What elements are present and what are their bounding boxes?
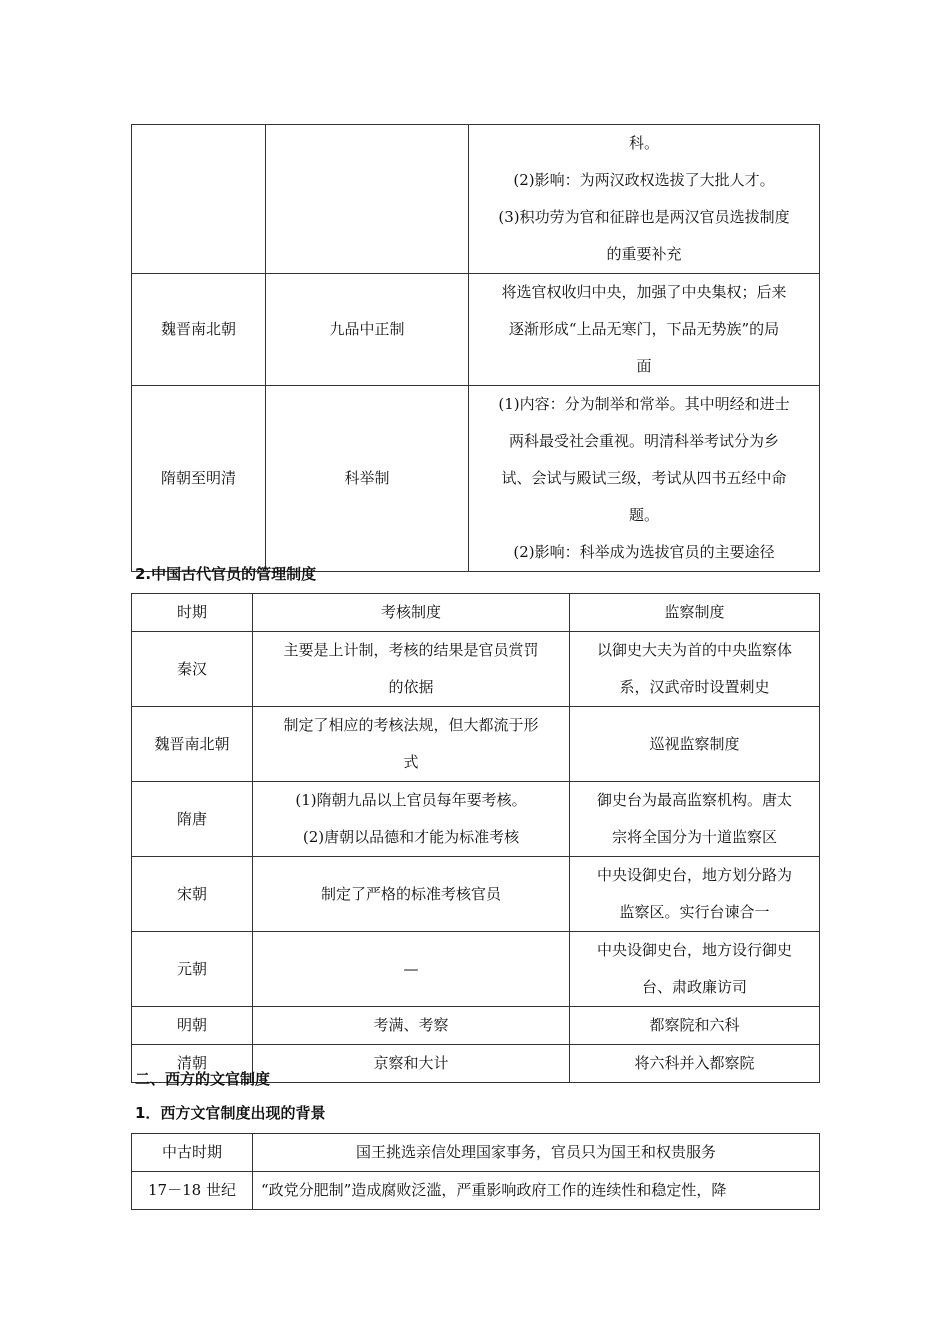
content-cell: 国王挑选亲信处理国家事务，官员只为国王和权贵服务 — [253, 1134, 820, 1172]
details-cell: 科。 (2)影响：为两汉政权选拔了大批人才。 (3)积功劳为官和征辟也是两汉官员选拔制度 的重要补充 — [469, 125, 820, 274]
period-cell: 明朝 — [132, 1007, 253, 1045]
table-row — [132, 1007, 820, 1045]
supervision-cell: 御史台为最高监察机构。唐太 宗将全国分为十道监察区 — [570, 782, 820, 857]
table-row — [132, 274, 820, 386]
table-row — [132, 1134, 820, 1172]
background-table — [131, 1133, 820, 1210]
period-cell: 隋唐 — [132, 782, 253, 857]
period-cell: 清朝 — [132, 1045, 253, 1083]
assessment-cell: — — [253, 932, 570, 1007]
table-row — [132, 782, 820, 857]
section-subheading: 1．西方文官制度出现的背景 — [135, 1104, 326, 1122]
assessment-cell: 京察和大计 — [253, 1045, 570, 1083]
assessment-cell: 考满、考察 — [253, 1007, 570, 1045]
column-header: 监察制度 — [570, 594, 820, 632]
period-cell — [132, 125, 266, 274]
table-row — [132, 932, 820, 1007]
system-cell — [266, 125, 469, 274]
table-row — [132, 707, 820, 782]
content-cell: “政党分肥制”造成腐败泛滥，严重影响政府工作的连续性和稳定性，降 — [253, 1172, 820, 1210]
selection-system-table — [131, 124, 820, 572]
table-row — [132, 632, 820, 707]
period-cell: 宋朝 — [132, 857, 253, 932]
supervision-cell: 中央设御史台，地方设行御史 台、肃政廉访司 — [570, 932, 820, 1007]
period-cell: 秦汉 — [132, 632, 253, 707]
period-cell: 魏晋南北朝 — [132, 707, 253, 782]
assessment-cell: 制定了相应的考核法规，但大都流于形 式 — [253, 707, 570, 782]
system-cell: 科举制 — [266, 386, 469, 572]
supervision-cell: 以御史大夫为首的中央监察体 系，汉武帝时设置刺史 — [570, 632, 820, 707]
period-cell: 元朝 — [132, 932, 253, 1007]
period-cell: 隋朝至明清 — [132, 386, 266, 572]
table-row — [132, 1172, 820, 1210]
supervision-cell: 将六科并入都察院 — [570, 1045, 820, 1083]
system-cell: 九品中正制 — [266, 274, 469, 386]
management-system-table — [131, 593, 820, 1083]
assessment-cell: 制定了严格的标准考核官员 — [253, 857, 570, 932]
table-row — [132, 857, 820, 932]
section-heading: 2.中国古代官员的管理制度 — [135, 565, 317, 583]
column-header: 时期 — [132, 594, 253, 632]
period-cell: 魏晋南北朝 — [132, 274, 266, 386]
period-cell: 中古时期 — [132, 1134, 253, 1172]
table-header-row — [132, 594, 820, 632]
assessment-cell: 主要是上计制，考核的结果是官员赏罚 的依据 — [253, 632, 570, 707]
assessment-cell: (1)隋朝九品以上官员每年要考核。 (2)唐朝以品德和才能为标准考核 — [253, 782, 570, 857]
details-cell: 将选官权收归中央，加强了中央集权；后来 逐渐形成“上品无寒门，下品无势族”的局 面 — [469, 274, 820, 386]
table-row — [132, 386, 820, 572]
section-heading: 二、西方的文官制度 — [135, 1070, 271, 1088]
details-cell: (1)内容：分为制举和常举。其中明经和进士 两科最受社会重视。明清科举考试分为乡 试、会试与殿试三级，考试从四书五经中命 题。 (2)影响：科举成为选拔官员的主要途径 — [469, 386, 820, 572]
column-header: 考核制度 — [253, 594, 570, 632]
supervision-cell: 都察院和六科 — [570, 1007, 820, 1045]
supervision-cell: 中央设御史台，地方划分路为 监察区。实行台谏合一 — [570, 857, 820, 932]
supervision-cell: 巡视监察制度 — [570, 707, 820, 782]
period-cell: 17－18 世纪 — [132, 1172, 253, 1210]
table-row — [132, 125, 820, 274]
